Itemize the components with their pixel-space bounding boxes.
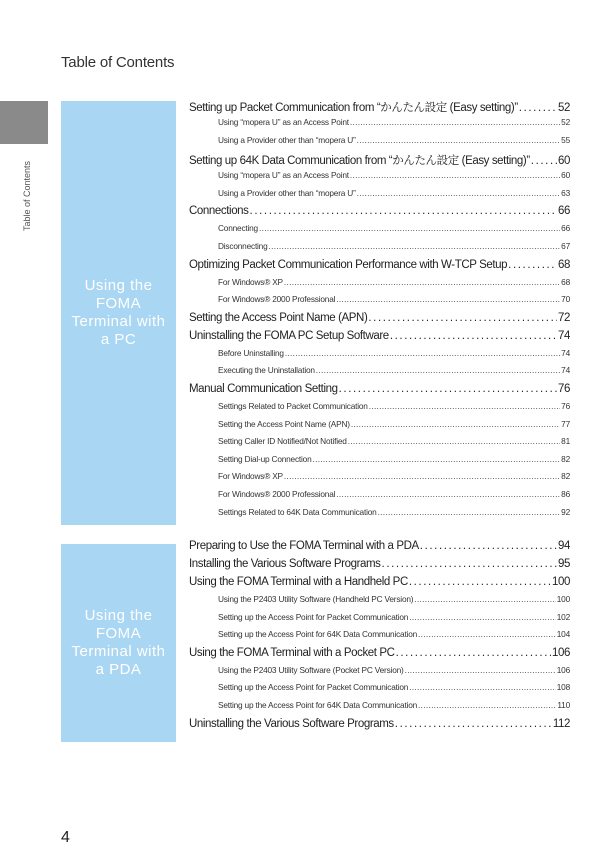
toc-entry-page: 102 (556, 611, 570, 622)
toc-leader-dots (418, 629, 556, 639)
toc-entry-title: Setting up the Access Point for Packet Communication (218, 611, 409, 622)
toc-entry-page: 77 (561, 418, 570, 429)
toc-leader-dots (368, 312, 557, 324)
toc-subentry[interactable] (189, 419, 570, 437)
toc-entry-title: Using the P2403 Utility Software (Handheld PC Version) (218, 594, 414, 604)
toc-leader-dots (508, 259, 557, 271)
toc-leader-dots (348, 436, 560, 446)
toc-section-pc (189, 99, 570, 524)
toc-leader-dots (351, 419, 560, 429)
page-title: Table of Contents (61, 54, 175, 71)
toc-entry-title: For Windows® XP (218, 276, 283, 287)
toc-subentry[interactable] (189, 454, 570, 472)
toc-leader-dots (259, 223, 560, 233)
toc-entry-page: 110 (557, 699, 570, 710)
toc-entry[interactable] (189, 383, 570, 401)
toc-entry-page: 60 (558, 155, 570, 168)
toc-entry[interactable] (189, 152, 570, 170)
toc-leader-dots (378, 507, 561, 517)
toc-entry-page: 104 (556, 629, 570, 640)
toc-subentry[interactable] (189, 594, 570, 612)
toc-entry-page: 92 (561, 506, 570, 517)
toc-entry-title: Setting up the Access Point for 64K Data Communication (218, 629, 418, 640)
toc-entry-title: Setting the Access Point Name (APN) (189, 311, 368, 324)
toc-leader-dots (409, 612, 556, 622)
toc-entry-page: 52 (558, 102, 570, 114)
toc-entry-page: 76 (558, 382, 570, 395)
toc-leader-dots (396, 647, 551, 659)
toc-entry-page: 74 (561, 365, 570, 376)
toc-entry-title: Disconnecting (218, 240, 268, 251)
toc-entry-title: Uninstalling the FOMA PC Setup Software (189, 329, 389, 342)
section-label-pda (61, 544, 176, 742)
toc-leader-dots (316, 365, 560, 375)
toc-entry-title: Connections (189, 205, 249, 218)
toc-leader-dots (350, 170, 560, 180)
toc-leader-dots (409, 576, 551, 588)
toc-entry-page: 55 (561, 134, 570, 145)
toc-entry[interactable] (189, 718, 570, 736)
toc-entry-page: 86 (561, 488, 570, 499)
toc-subentry[interactable] (189, 117, 570, 135)
toc-subentry[interactable] (189, 471, 570, 489)
side-tab-marker (0, 101, 48, 144)
toc-subentry[interactable] (189, 277, 570, 295)
toc-entry[interactable] (189, 647, 570, 665)
toc-entry-title: Setting Caller ID Notified/Not Notified (218, 436, 347, 447)
toc-entry-title: Using the P2403 Utility Software (Pocket PC Version) (218, 664, 404, 675)
toc-leader-dots (313, 454, 561, 464)
toc-leader-dots (414, 594, 555, 604)
toc-entry-title: Manual Communication Setting (189, 382, 338, 395)
toc-entry-page: 82 (561, 453, 570, 464)
toc-leader-dots (350, 117, 560, 127)
toc-subentry[interactable] (189, 294, 570, 312)
toc-entry-title: Uninstalling the Various Software Programs (189, 717, 394, 730)
toc-entry-title: Optimizing Packet Communication Performance with W-TCP Setup (189, 258, 508, 271)
toc-entry-page: 100 (552, 576, 570, 588)
toc-leader-dots (357, 135, 560, 145)
toc-entry-page: 66 (561, 223, 570, 234)
toc-entry-title: Setting up 64K Data Communication from “かんたん設定 (Easy setting)” (189, 155, 530, 168)
toc-entry-title: For Windows® 2000 Professional (218, 294, 336, 305)
toc-entry-title: Preparing to Use the FOMA Terminal with a PDA (189, 540, 419, 552)
toc-entry[interactable] (189, 558, 570, 576)
toc-subentry[interactable] (189, 612, 570, 630)
toc-subentry[interactable] (189, 682, 570, 700)
toc-entry-title: Using a Provider other than “mopera U” (218, 134, 356, 145)
toc-leader-dots (405, 665, 556, 675)
toc-entry-page: 100 (556, 594, 570, 604)
toc-entry-page: 67 (561, 240, 570, 251)
toc-entry-title: Connecting (218, 223, 258, 234)
toc-entry-title: Before Uninstalling (218, 347, 284, 358)
toc-subentry[interactable] (189, 135, 570, 153)
toc-entry-page: 94 (558, 540, 570, 552)
toc-leader-dots (531, 155, 557, 167)
toc-entry-title: Setting Dial-up Connection (218, 453, 312, 464)
toc-leader-dots (369, 401, 560, 411)
toc-entry[interactable] (189, 312, 570, 330)
toc-entry-page: 112 (552, 717, 570, 730)
toc-leader-dots (418, 700, 556, 710)
toc-subentry[interactable] (189, 241, 570, 259)
toc-subentry[interactable] (189, 436, 570, 454)
toc-entry-page: 52 (561, 117, 570, 127)
toc-subentry[interactable] (189, 365, 570, 383)
toc-entry[interactable] (189, 540, 570, 558)
toc-leader-dots (420, 540, 557, 552)
toc-entry-page: 63 (561, 187, 570, 198)
section-label-text: Using the FOMA Terminal with a PDA (71, 607, 166, 678)
toc-entry-title: Settings Related to Packet Communication (218, 400, 368, 411)
toc-entry[interactable] (189, 99, 570, 117)
toc-entry-title: Executing the Uninstallation (218, 365, 315, 376)
toc-subentry[interactable] (189, 489, 570, 507)
page-number: 4 (61, 829, 70, 846)
toc-leader-dots (284, 471, 560, 481)
toc-entry-page: 95 (558, 558, 570, 570)
toc-leader-dots (269, 241, 561, 251)
toc-leader-dots (395, 718, 552, 730)
toc-leader-dots (285, 348, 560, 358)
toc-leader-dots (339, 383, 557, 395)
toc-entry[interactable] (189, 205, 570, 223)
toc-entry-page: 108 (556, 682, 570, 693)
toc-subentry[interactable] (189, 629, 570, 647)
toc-subentry[interactable] (189, 665, 570, 683)
toc-leader-dots (284, 277, 560, 287)
toc-entry-page: 106 (556, 664, 570, 675)
side-label: Table of Contents (22, 160, 32, 231)
toc-leader-dots (390, 330, 557, 342)
toc-entry[interactable] (189, 330, 570, 348)
toc-leader-dots (336, 489, 560, 499)
toc-entry-title: For Windows® XP (218, 471, 283, 482)
toc-entry-title: Using “mopera U” as an Access Point (218, 117, 349, 127)
toc-entry-page: 74 (561, 347, 570, 358)
toc-subentry[interactable] (189, 401, 570, 419)
toc-leader-dots (250, 205, 557, 217)
toc-entry-title: Setting up the Access Point for Packet Communication (218, 682, 409, 693)
toc-entry-page: 76 (561, 400, 570, 411)
toc-leader-dots (409, 682, 556, 692)
toc-entry-title: Using the FOMA Terminal with a Pocket PC (189, 646, 395, 659)
toc-entry-title: Settings Related to 64K Data Communication (218, 506, 377, 517)
toc-entry-title: Installing the Various Software Programs (189, 558, 381, 570)
toc-entry[interactable] (189, 576, 570, 594)
toc-entry-page: 72 (558, 311, 570, 324)
toc-subentry[interactable] (189, 188, 570, 206)
section-label-pc (61, 101, 176, 525)
toc-entry-page: 68 (561, 276, 570, 287)
toc-subentry[interactable] (189, 507, 570, 525)
toc-entry-page: 81 (561, 436, 570, 447)
toc-section-pda (189, 540, 570, 736)
toc-entry-page: 68 (558, 258, 570, 271)
toc-entry-title: For Windows® 2000 Professional (218, 488, 336, 499)
toc-leader-dots (382, 558, 557, 570)
toc-leader-dots (519, 102, 557, 114)
toc-leader-dots (357, 188, 560, 198)
toc-entry-title: Setting up the Access Point for 64K Data Communication (218, 699, 418, 710)
toc-subentry[interactable] (189, 700, 570, 718)
toc-entry-page: 66 (558, 205, 570, 218)
toc-entry-title: Setting the Access Point Name (APN) (218, 418, 350, 429)
toc-entry[interactable] (189, 259, 570, 277)
toc-entry-page: 74 (558, 329, 570, 342)
toc-entry-page: 106 (552, 646, 570, 659)
toc-subentry[interactable] (189, 223, 570, 241)
toc-leader-dots (336, 294, 560, 304)
toc-entry-title: Using “mopera U” as an Access Point (218, 170, 349, 181)
toc-subentry[interactable] (189, 170, 570, 188)
toc-entry-title: Using the FOMA Terminal with a Handheld PC (189, 576, 408, 588)
toc-entry-page: 70 (561, 294, 570, 305)
toc-entry-page: 82 (561, 471, 570, 482)
toc-subentry[interactable] (189, 348, 570, 366)
toc-entry-title: Using a Provider other than “mopera U” (218, 187, 356, 198)
toc-entry-title: Setting up Packet Communication from “かんたん設定 (Easy setting)” (189, 102, 518, 114)
section-label-text: Using the FOMA Terminal with a PC (71, 277, 166, 348)
toc-entry-page: 60 (561, 170, 570, 181)
